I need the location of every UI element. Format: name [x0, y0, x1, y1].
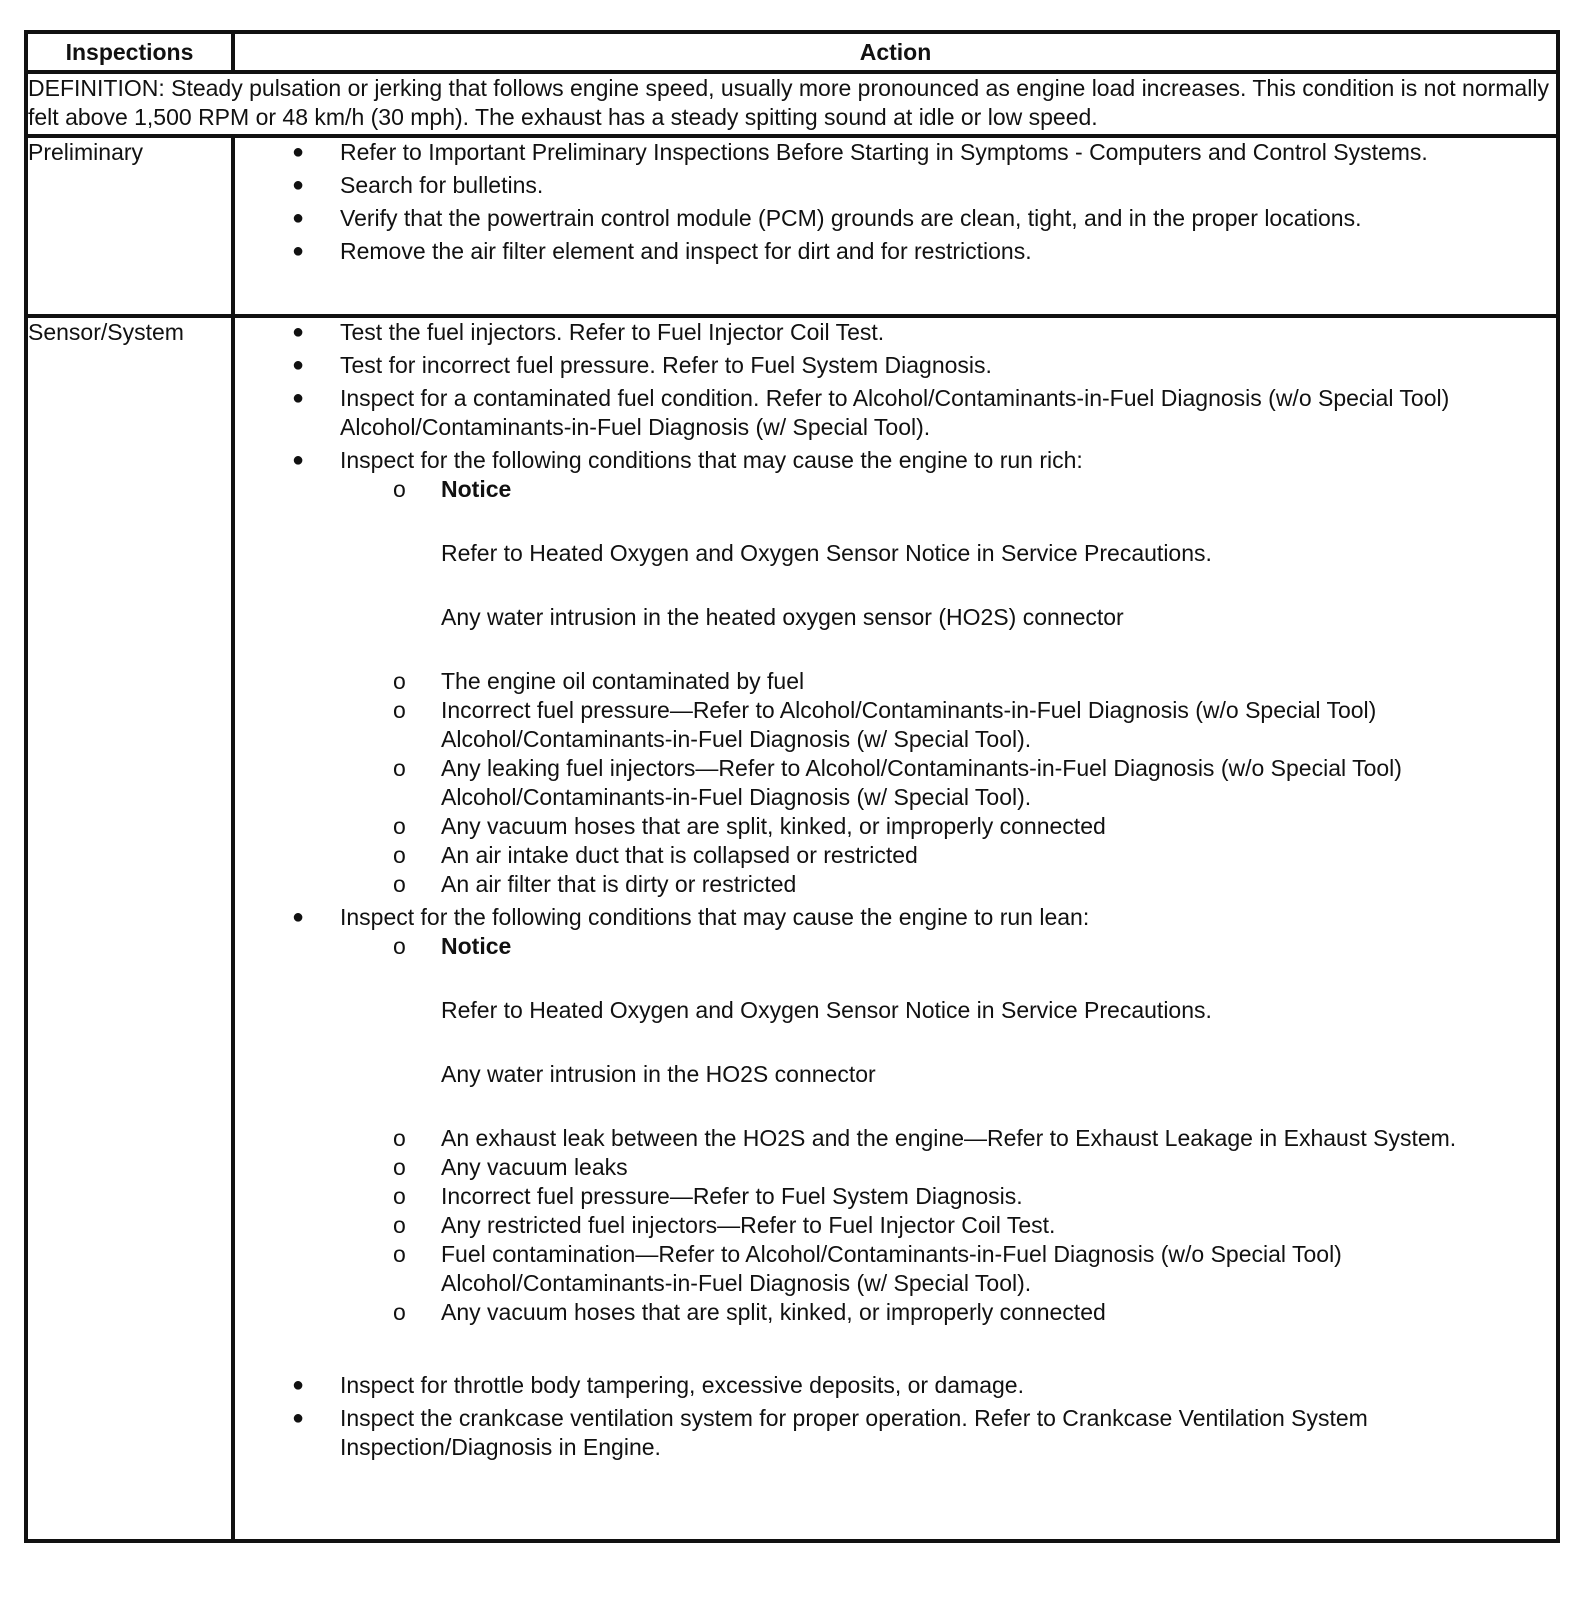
circle-bullet-icon: o — [393, 813, 406, 839]
lean-conditions-item: ● Inspect for the following conditions that may cause the engine to run lean: o Notice Refer to Heated Oxygen and Oxygen Sensor Notice in Service Precautions. Any water intrusion in the HO2S connector o An exhaust leak between the HO2S and the engine—Refer to Exhaust Leakage in Exhaust System. o Any vacuum leaks o Incorrect fuel pressure—Refer to Fuel System Diagnosis. o Any restricted fuel injectors—Refer to Fuel Injector Coil Test. o Fuel contamination—Refer to Alcohol/Contaminants-in-Fuel Diagnosis (w/o Special Tool) Alcohol/Contaminants-in-Fuel Diagnosis (w/ Special Tool). o Any vacuum hoses that are split, kinked, or improperly connected — [235, 903, 1556, 1367]
definition-row — [26, 72, 1558, 136]
bullet-icon: ● — [292, 141, 305, 163]
circle-bullet-icon: o — [393, 1183, 406, 1209]
list-item: ● Remove the air filter element and inspect for dirt and for restrictions. — [292, 238, 1032, 264]
bullet-icon: ● — [292, 906, 305, 928]
diagnostic-table — [24, 30, 1560, 1543]
sublist-item: o Any vacuum hoses that are split, kinked, or improperly connected — [393, 1299, 1106, 1325]
circle-bullet-icon: o — [393, 1299, 406, 1325]
notice-item: Any water intrusion in the heated oxygen sensor (HO2S) connector — [441, 604, 1124, 630]
sublist-item: o Any vacuum leaks — [393, 1154, 628, 1180]
sublist-item: o An exhaust leak between the HO2S and the engine—Refer to Exhaust Leakage in Exhaust System. — [393, 1125, 1457, 1151]
circle-bullet-icon: o — [393, 697, 406, 723]
circle-bullet-icon: o — [393, 668, 406, 694]
bullet-icon: ● — [292, 1374, 305, 1396]
circle-bullet-icon: o — [393, 933, 406, 959]
header-row — [26, 32, 1558, 72]
sublist-item: o An air filter that is dirty or restricted — [393, 871, 797, 897]
sensor-label: Sensor/System — [26, 316, 233, 1541]
bullet-icon: ● — [292, 1407, 305, 1429]
notice-text: Refer to Heated Oxygen and Oxygen Sensor Notice in Service Precautions. — [441, 540, 1212, 566]
notice-title: Notice — [441, 476, 512, 502]
bullet-icon: ● — [292, 207, 305, 229]
sublist-item: o An air intake duct that is collapsed or restricted — [393, 842, 918, 868]
list-item: ● Test for incorrect fuel pressure. Refer to Fuel System Diagnosis. — [292, 352, 992, 378]
circle-bullet-icon: o — [393, 1241, 406, 1267]
bullet-icon: ● — [292, 240, 305, 262]
sublist-item: o Fuel contamination—Refer to Alcohol/Contaminants-in-Fuel Diagnosis (w/o Special Tool) Alcohol/Contaminants-in-Fuel Diagnosis (w/ Special Tool). — [393, 1241, 1342, 1296]
circle-bullet-icon: o — [393, 755, 406, 781]
list-item: ● Inspect for a contaminated fuel condition. Refer to Alcohol/Contaminants-in-Fuel Diagnosis (w/o Special Tool) Alcohol/Contaminants-in-Fuel Diagnosis (w/ Special Tool). — [292, 385, 1450, 440]
sublist-item: o The engine oil contaminated by fuel — [393, 668, 805, 694]
definition-text: DEFINITION: Steady pulsation or jerking that follows engine speed, usually more pronounced as engine load increases. This condition is not normally felt above 1,500 RPM or 48 km/h (30 mph). The exhaust has a steady spitting sound at idle or low speed. — [26, 72, 1558, 136]
sublist-item: o Any leaking fuel injectors—Refer to Alcohol/Contaminants-in-Fuel Diagnosis (w/o Special Tool) Alcohol/Contaminants-in-Fuel Diagnosis (w/ Special Tool). — [393, 755, 1402, 810]
list-item: ● Search for bulletins. — [292, 172, 544, 198]
circle-bullet-icon: o — [393, 842, 406, 868]
sublist-item — [235, 475, 1556, 667]
header-inspections: Inspections — [26, 32, 233, 72]
bullet-icon: ● — [292, 354, 305, 376]
list-item: ● Inspect for throttle body tampering, excessive deposits, or damage. — [292, 1372, 1024, 1398]
sensor-actions — [233, 316, 1558, 1541]
sublist-item: o Any vacuum hoses that are split, kinked, or improperly connected — [393, 813, 1106, 839]
list-item: ● Verify that the powertrain control module (PCM) grounds are clean, tight, and in the proper locations. — [292, 205, 1362, 231]
sublist-item: o Incorrect fuel pressure—Refer to Fuel System Diagnosis. — [393, 1183, 1023, 1209]
notice-item: Any water intrusion in the HO2S connector — [441, 1061, 876, 1087]
bullet-icon: ● — [292, 321, 305, 343]
list-item: ● Refer to Important Preliminary Inspections Before Starting in Symptoms - Computers and Control Systems. — [292, 139, 1428, 165]
list-item: ● Test the fuel injectors. Refer to Fuel Injector Coil Test. — [292, 319, 885, 345]
sensor-row — [26, 316, 1558, 1541]
bullet-icon: ● — [292, 449, 305, 471]
preliminary-actions — [233, 136, 1558, 316]
preliminary-label: Preliminary — [26, 136, 233, 316]
rich-conditions-item: ● Inspect for the following conditions that may cause the engine to run rich: o Notice Refer to Heated Oxygen and Oxygen Sensor Notice in Service Precautions. Any water intrusion in the heated oxygen sensor (HO2S) connector o The engine oil contaminated by fuel o Incorrect fuel pressure—Refer to Alcohol/Contaminants-in-Fuel Diagnosis (w/o Special Tool) Alcohol/Contaminants-in-Fuel Diagnosis (w/ Special Tool). o Any leaking fuel injectors—Refer to Alcohol/Contaminants-in-Fuel Diagnosis (w/o Special Tool) Alcohol/Contaminants-in-Fuel Diagnosis (w/ Special Tool). o Any vacuum hoses that are split, kinked, or improperly connected o An air intake duct that is collapsed or restricted o An air filter that is dirty or restricted — [235, 446, 1556, 899]
notice-title: Notice — [441, 933, 512, 959]
circle-bullet-icon: o — [393, 871, 406, 897]
sublist-item — [235, 932, 1556, 1124]
circle-bullet-icon: o — [393, 1212, 406, 1238]
circle-bullet-icon: o — [393, 1154, 406, 1180]
preliminary-row — [26, 136, 1558, 316]
circle-bullet-icon: o — [393, 1125, 406, 1151]
circle-bullet-icon: o — [393, 476, 406, 502]
sublist-item: o Any restricted fuel injectors—Refer to Fuel Injector Coil Test. — [393, 1212, 1056, 1238]
bullet-icon: ● — [292, 387, 305, 409]
sublist-item: o Incorrect fuel pressure—Refer to Alcohol/Contaminants-in-Fuel Diagnosis (w/o Special Tool) Alcohol/Contaminants-in-Fuel Diagnosis (w/ Special Tool). — [393, 697, 1377, 752]
list-item: ● Inspect the crankcase ventilation system for proper operation. Refer to Crankcase Ventilation System Inspection/Diagnosis in Engine. — [292, 1405, 1368, 1460]
header-action: Action — [233, 32, 1558, 72]
bullet-icon: ● — [292, 174, 305, 196]
notice-text: Refer to Heated Oxygen and Oxygen Sensor Notice in Service Precautions. — [441, 997, 1212, 1023]
